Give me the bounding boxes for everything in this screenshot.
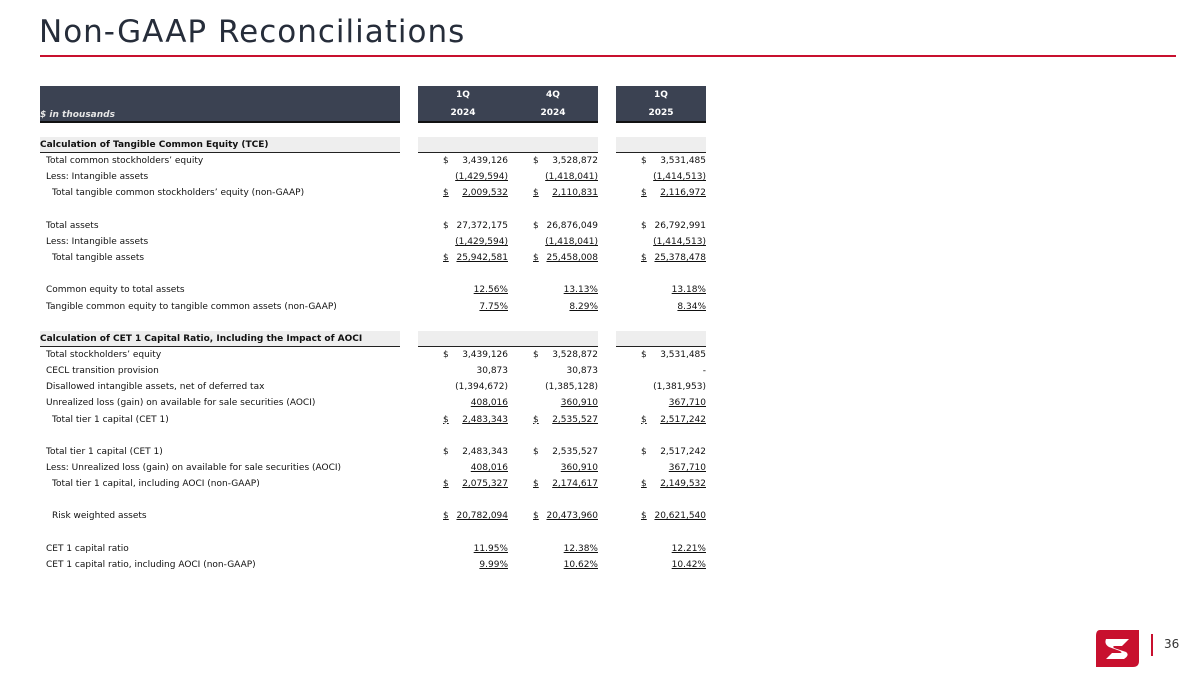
row-label: Total assets (46, 220, 99, 231)
table-row (0, 511, 720, 525)
table-row (0, 237, 720, 251)
dollar-sign: $ (533, 188, 539, 199)
col-1q2024-quarter: 1Q (456, 90, 470, 100)
row-value: 20,782,094 (456, 511, 508, 522)
row-label: Less: Intangible assets (46, 172, 149, 183)
row-value: 367,710 (668, 398, 706, 409)
row-label: Risk weighted assets (52, 511, 147, 522)
row-value: 25,942,581 (456, 253, 508, 264)
row-value: 2,116,972 (660, 188, 706, 199)
table-row (0, 463, 720, 477)
row-label: Total tier 1 capital (CET 1) (52, 414, 169, 425)
row-label: Total tangible common stockholders’ equity (non-GAAP) (52, 188, 305, 199)
row-value: 12.21% (671, 543, 706, 554)
row-value: 360,910 (560, 463, 598, 473)
dollar-sign: $ (641, 414, 647, 425)
dollar-sign: $ (533, 446, 539, 457)
row-label: Total tier 1 capital (CET 1) (46, 446, 163, 457)
table-row (0, 302, 720, 316)
dollar-sign: $ (443, 479, 449, 490)
row-value: 11.95% (473, 543, 508, 554)
col-1q2025-year: 2025 (648, 108, 674, 118)
row-value: 26,876,049 (546, 220, 598, 231)
row-value: (1,429,594) (455, 172, 508, 183)
table-row (0, 188, 720, 202)
row-value: 30,873 (566, 366, 598, 377)
dollar-sign: $ (641, 253, 647, 264)
row-value: 3,439,126 (462, 349, 508, 360)
section-header-current-band (616, 331, 706, 347)
units-label: $ in thousands (40, 110, 115, 120)
table-header-left (40, 86, 400, 123)
row-value: 2,009,532 (462, 188, 508, 199)
section-title: Calculation of CET 1 Capital Ratio, Including the Impact of AOCI (40, 333, 363, 344)
table-header-current (616, 86, 706, 123)
dollar-sign: $ (533, 414, 539, 425)
table-row (0, 253, 720, 267)
row-value: 367,710 (668, 463, 706, 473)
page-number-divider (1151, 634, 1153, 656)
company-logo (1096, 630, 1139, 667)
dollar-sign: $ (533, 156, 539, 167)
row-value: 2,483,343 (462, 446, 508, 457)
row-value: 13.18% (671, 285, 706, 296)
dollar-sign: $ (533, 253, 539, 264)
section-header-current-band (616, 137, 706, 153)
row-value: 2,149,532 (660, 479, 706, 490)
dollar-sign: $ (533, 479, 539, 490)
row-value: 2,535,527 (552, 446, 598, 457)
table-row (0, 366, 720, 380)
row-label: CET 1 capital ratio (46, 543, 129, 554)
table-row (0, 221, 720, 235)
page-title: Non-GAAP Reconciliations (39, 14, 466, 50)
table-row (0, 285, 720, 299)
page-number: 36 (1164, 637, 1180, 651)
row-value: 9.99% (479, 559, 508, 570)
row-value: 10.62% (563, 559, 598, 570)
row-label: Common equity to total assets (46, 285, 185, 296)
row-value: 25,378,478 (654, 253, 706, 264)
row-value: 20,473,960 (546, 511, 598, 522)
table-row (0, 398, 720, 412)
dollar-sign: $ (641, 188, 647, 199)
row-label: Unrealized loss (gain) on available for sale securities (AOCI) (46, 398, 316, 409)
table-row (0, 415, 720, 429)
table-row (0, 156, 720, 170)
row-value: 10.42% (671, 559, 706, 570)
row-label: Total tangible assets (52, 253, 145, 264)
row-value: 3,528,872 (552, 156, 598, 167)
title-divider (40, 55, 1176, 57)
dollar-sign: $ (443, 446, 449, 457)
dollar-sign: $ (443, 188, 449, 199)
dollar-sign: $ (641, 349, 647, 360)
row-value: - (702, 366, 706, 377)
row-value: (1,394,672) (455, 382, 508, 393)
row-label: Disallowed intangible assets, net of deferred tax (46, 382, 265, 393)
row-label: Total common stockholders’ equity (46, 156, 204, 167)
row-value: 26,792,991 (654, 220, 706, 231)
table-row (0, 560, 720, 574)
row-label: Tangible common equity to tangible common assets (non-GAAP) (46, 301, 337, 312)
row-value: 408,016 (470, 463, 508, 473)
section-title: Calculation of Tangible Common Equity (TCE) (40, 140, 269, 150)
row-value: 8.29% (569, 301, 598, 312)
row-value: 7.75% (479, 301, 508, 312)
row-value: 2,174,617 (552, 479, 598, 490)
row-value: 12.38% (563, 543, 598, 554)
row-value: 27,372,175 (456, 220, 508, 231)
row-value: 13.13% (563, 285, 598, 296)
dollar-sign: $ (641, 220, 647, 231)
table-row (0, 172, 720, 186)
row-value: (1,418,041) (545, 172, 598, 183)
row-value: 3,439,126 (462, 156, 508, 167)
row-value: 8.34% (677, 301, 706, 312)
dollar-sign: $ (443, 511, 449, 522)
dollar-sign: $ (641, 156, 647, 167)
col-4q2024-quarter: 4Q (546, 90, 560, 100)
dollar-sign: $ (533, 220, 539, 231)
row-label: Less: Unrealized loss (gain) on available for sale securities (AOCI) (46, 463, 342, 473)
table-row (0, 382, 720, 396)
dollar-sign: $ (443, 156, 449, 167)
row-value: 30,873 (476, 366, 508, 377)
table-header-prior (418, 86, 598, 123)
row-value: (1,414,513) (653, 172, 706, 183)
row-value: 3,531,485 (660, 349, 706, 360)
dollar-sign: $ (641, 479, 647, 490)
row-value: 2,483,343 (462, 414, 508, 425)
table-row (0, 479, 720, 493)
dollar-sign: $ (533, 511, 539, 522)
row-value: 3,531,485 (660, 156, 706, 167)
dollar-sign: $ (443, 253, 449, 264)
row-label: Total tier 1 capital, including AOCI (non-GAAP) (52, 479, 260, 490)
dollar-sign: $ (641, 446, 647, 457)
row-value: 2,517,242 (660, 446, 706, 457)
row-value: 2,110,831 (552, 188, 598, 199)
table-row (0, 544, 720, 558)
dollar-sign: $ (641, 511, 647, 522)
row-value: (1,381,953) (653, 382, 706, 393)
dollar-sign: $ (533, 349, 539, 360)
col-1q2024-year: 2024 (450, 108, 476, 118)
col-1q2025-quarter: 1Q (654, 90, 668, 100)
section-header-prior-band (418, 137, 598, 153)
row-label: Total stockholders’ equity (46, 349, 162, 360)
row-label: Less: Intangible assets (46, 236, 149, 247)
row-value: (1,414,513) (653, 236, 706, 247)
row-value: (1,429,594) (455, 236, 508, 247)
table-row (0, 350, 720, 364)
row-value: (1,418,041) (545, 236, 598, 247)
col-4q2024-year: 2024 (540, 108, 566, 118)
dollar-sign: $ (443, 414, 449, 425)
table-row (0, 447, 720, 461)
dollar-sign: $ (443, 220, 449, 231)
row-value: 2,535,527 (552, 414, 598, 425)
row-value: 2,075,327 (462, 479, 508, 490)
row-value: 360,910 (560, 398, 598, 409)
row-value: 25,458,008 (546, 253, 598, 264)
row-value: 2,517,242 (660, 414, 706, 425)
row-value: 12.56% (473, 285, 508, 296)
row-value: 3,528,872 (552, 349, 598, 360)
row-value: 20,621,540 (654, 511, 706, 522)
dollar-sign: $ (443, 349, 449, 360)
row-label: CET 1 capital ratio, including AOCI (non-GAAP) (46, 559, 256, 570)
section-header-prior-band (418, 331, 598, 347)
row-label: CECL transition provision (46, 366, 159, 377)
row-value: (1,385,128) (545, 382, 598, 393)
row-value: 408,016 (470, 398, 508, 409)
